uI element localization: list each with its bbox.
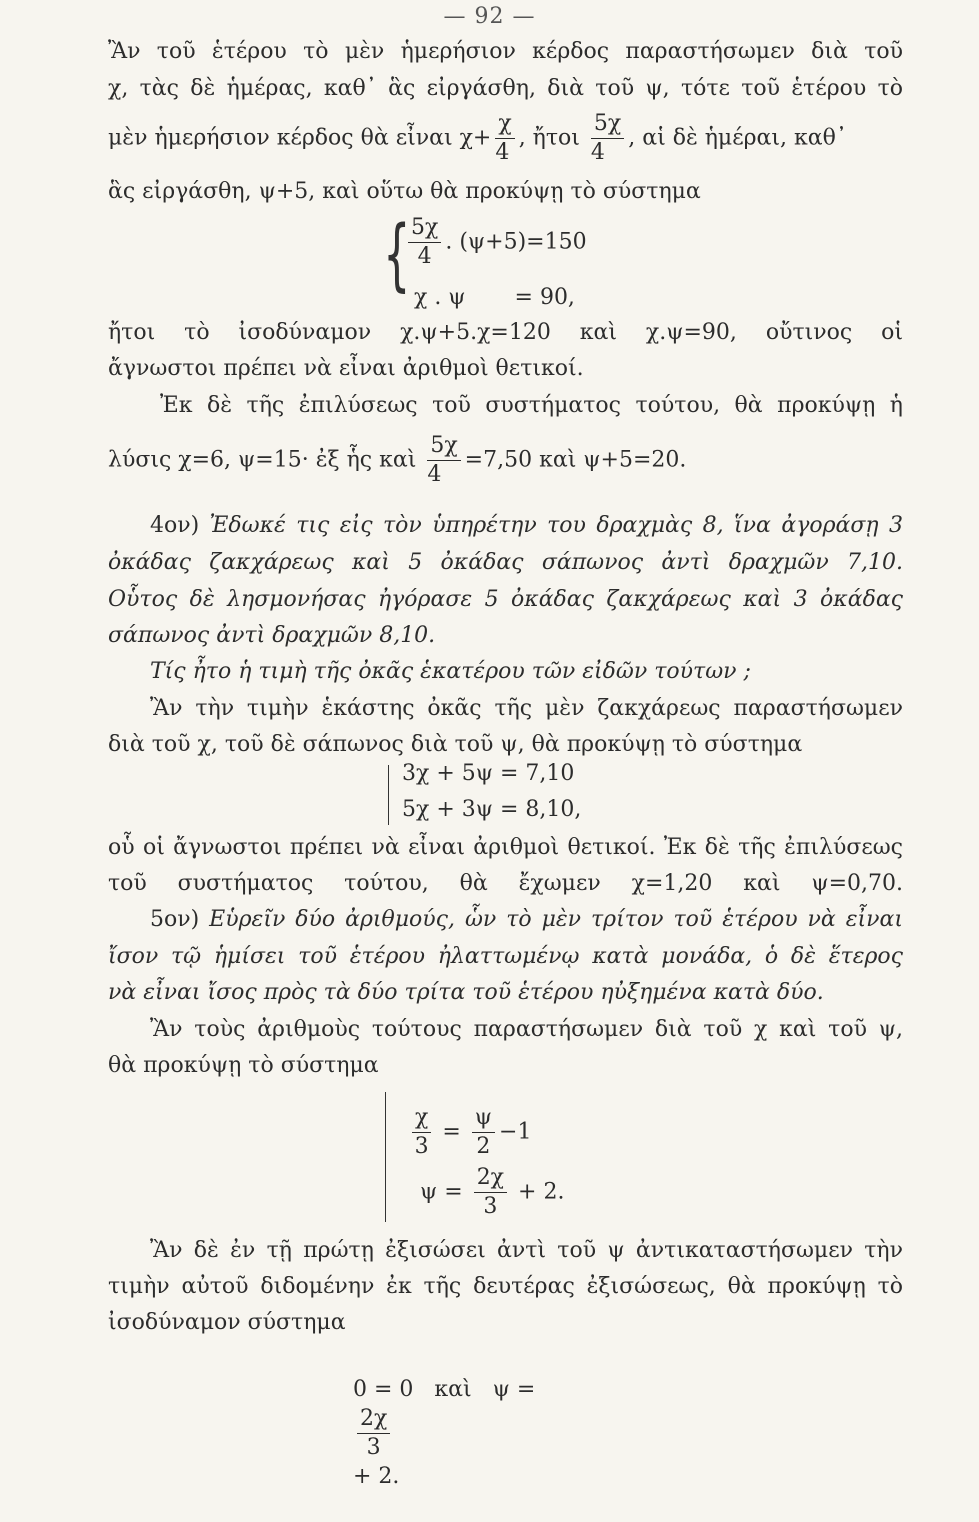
text-line: Ἂν τοῦ ἑτέρου τὸ μὲν ἡμερήσιον κέρδος παραστήσωμεν διὰ τοῦ bbox=[108, 39, 903, 64]
equation-text: + 2. bbox=[518, 1179, 565, 1205]
fraction bbox=[408, 214, 441, 271]
text-span: , ἤτοι bbox=[518, 125, 580, 151]
system-bracket bbox=[388, 765, 389, 825]
fraction bbox=[495, 110, 514, 167]
text-line: ἴσον τῷ ἡμίσει τοῦ ἑτέρου ἠλαττωμένῳ κατὰ μονάδα, ὁ δὲ ἕτερος bbox=[108, 944, 903, 969]
fraction bbox=[474, 1164, 507, 1221]
problem-number: 4ον) bbox=[150, 513, 210, 538]
fraction-numerator: 2χ bbox=[357, 1405, 390, 1434]
fraction bbox=[591, 110, 624, 167]
text-line: ἰσοδύναμον σύστημα bbox=[108, 1310, 346, 1335]
fraction-numerator: ψ bbox=[472, 1104, 495, 1133]
fraction bbox=[412, 1104, 431, 1161]
fraction-denominator: 3 bbox=[366, 1435, 381, 1460]
fraction-denominator: 2 bbox=[476, 1134, 491, 1159]
fraction-numerator: 5χ bbox=[591, 110, 624, 139]
fraction-denominator: 4 bbox=[590, 140, 605, 165]
equation bbox=[420, 1164, 564, 1221]
equation bbox=[404, 214, 587, 271]
equation bbox=[325, 1345, 535, 1522]
text-line: Οὗτος δὲ λησμονήσας ἠγόρασε 5 ὀκάδας ζακχάρεως καὶ 3 ὀκάδας bbox=[108, 587, 903, 612]
text-line: ὀκάδας ζακχάρεως καὶ 5 ὀκάδας σάπωνος ἀντὶ δραχμῶν 7,10. bbox=[108, 550, 903, 575]
problem-text: Ἐδωκέ τις εἰς τὸν ὑπηρέτην του δραχμὰς 8, ἵνα ἀγοράσῃ 3 bbox=[209, 513, 903, 538]
text-span: , αἱ δὲ ἡμέραι, καθ᾽ bbox=[628, 125, 847, 151]
equation: χ . ψ = 90, bbox=[414, 285, 575, 310]
text-line: διὰ τοῦ χ, τοῦ δὲ σάπωνος διὰ τοῦ ψ, θὰ προκύψῃ τὸ σύστημα bbox=[108, 732, 803, 757]
text-line: Τίς ἦτο ἡ τιμὴ τῆς ὀκᾶς ἑκατέρου τῶν εἰδῶν τούτων ; bbox=[150, 659, 751, 684]
text-span: λύσις χ=6, ψ=15· ἐξ ἧς καὶ bbox=[108, 447, 417, 473]
text-line: Ἐκ δὲ τῆς ἐπιλύσεως τοῦ συστήματος τούτου, θὰ προκύψῃ ἡ bbox=[160, 393, 903, 418]
equation bbox=[408, 1104, 531, 1161]
fraction-denominator: 4 bbox=[417, 244, 432, 269]
text-span: =7,50 καὶ ψ+5=20. bbox=[464, 447, 687, 473]
equation-text: ψ = bbox=[420, 1179, 463, 1205]
text-line: Ἂν τὴν τιμὴν ἑκάστης ὀκᾶς τῆς μὲν ζακχάρεως παραστήσωμεν bbox=[150, 696, 903, 721]
problem-text: Εὑρεῖν δύο ἀριθμούς, ὧν τὸ μὲν τρίτον τοῦ ἑτέρου νὰ εἶναι bbox=[209, 907, 903, 932]
text-line bbox=[150, 905, 903, 935]
fraction-numerator: 2χ bbox=[474, 1164, 507, 1193]
text-line-with-fractions bbox=[108, 110, 908, 170]
left-brace: { bbox=[383, 210, 411, 300]
fraction bbox=[472, 1104, 495, 1161]
text-line bbox=[150, 511, 903, 541]
text-line: τιμὴν αὐτοῦ διδομένην ἐκ τῆς δευτέρας ἐξισώσεως, θὰ προκύψῃ τὸ bbox=[108, 1274, 903, 1299]
text-line: ἤτοι τὸ ἰσοδύναμον χ.ψ+5.χ=120 καὶ χ.ψ=90, οὔτινος οἱ bbox=[108, 320, 903, 345]
text-span: μὲν ἡμερήσιον κέρδος θὰ εἶναι χ+ bbox=[108, 125, 492, 151]
fraction-numerator: 5χ bbox=[427, 432, 460, 461]
text-line: χ, τὰς δὲ ἡμέρας, καθ᾽ ἃς εἰργάσθη, διὰ τοῦ ψ, τότε τοῦ ἑτέρου τὸ bbox=[108, 76, 903, 101]
text-line: σάπωνος ἀντὶ δραχμῶν 8,10. bbox=[108, 623, 436, 648]
fraction-denominator: 3 bbox=[414, 1134, 429, 1159]
equation-text: −1 bbox=[499, 1119, 532, 1145]
fraction-numerator: 5χ bbox=[408, 214, 441, 243]
fraction-denominator: 4 bbox=[495, 140, 510, 165]
equation-text: = bbox=[442, 1119, 461, 1145]
fraction-denominator: 3 bbox=[483, 1194, 498, 1219]
text-line: τοῦ συστήματος τούτου, θὰ ἔχωμεν χ=1,20 καὶ ψ=0,70. bbox=[108, 871, 903, 896]
page-number: — 92 — bbox=[443, 4, 536, 29]
equation-text: 0 = 0 καὶ ψ = bbox=[352, 1377, 536, 1402]
fraction bbox=[357, 1405, 390, 1462]
fraction bbox=[427, 432, 460, 489]
fraction-numerator: χ bbox=[412, 1104, 431, 1133]
problem-number: 5ον) bbox=[150, 907, 210, 932]
text-line-with-fractions bbox=[108, 432, 908, 492]
text-line: θὰ προκύψῃ τὸ σύστημα bbox=[108, 1053, 379, 1078]
text-line: ἃς εἰργάσθη, ψ+5, καὶ οὕτω θὰ προκύψῃ τὸ σύστημα bbox=[108, 179, 701, 204]
equation: 5χ + 3ψ = 8,10, bbox=[402, 797, 582, 822]
text-line: Ἂν δὲ ἐν τῇ πρώτῃ ἐξισώσει ἀντὶ τοῦ ψ ἀντικαταστήσωμεν τὴν bbox=[150, 1238, 903, 1263]
system-bracket bbox=[385, 1092, 386, 1222]
text-line: Ἂν τοὺς ἀριθμοὺς τούτους παραστήσωμεν διὰ τοῦ χ καὶ τοῦ ψ, bbox=[150, 1017, 903, 1042]
text-line: οὗ οἱ ἄγνωστοι πρέπει νὰ εἶναι ἀριθμοὶ θετικοί. Ἐκ δὲ τῆς ἐπιλύσεως bbox=[108, 835, 903, 860]
fraction-numerator: χ bbox=[495, 110, 514, 139]
text-line: ἄγνωστοι πρέπει νὰ εἶναι ἀριθμοὶ θετικοί. bbox=[108, 356, 584, 381]
text-line: νὰ εἶναι ἴσος πρὸς τὰ δύο τρίτα τοῦ ἑτέρου ηὐξημένα κατὰ δύο. bbox=[108, 980, 824, 1005]
equation-text: + 2. bbox=[352, 1464, 400, 1489]
equation: 3χ + 5ψ = 7,10 bbox=[402, 761, 575, 786]
equation-text: . (ψ+5)=150 bbox=[445, 229, 587, 255]
fraction-denominator: 4 bbox=[427, 462, 442, 487]
